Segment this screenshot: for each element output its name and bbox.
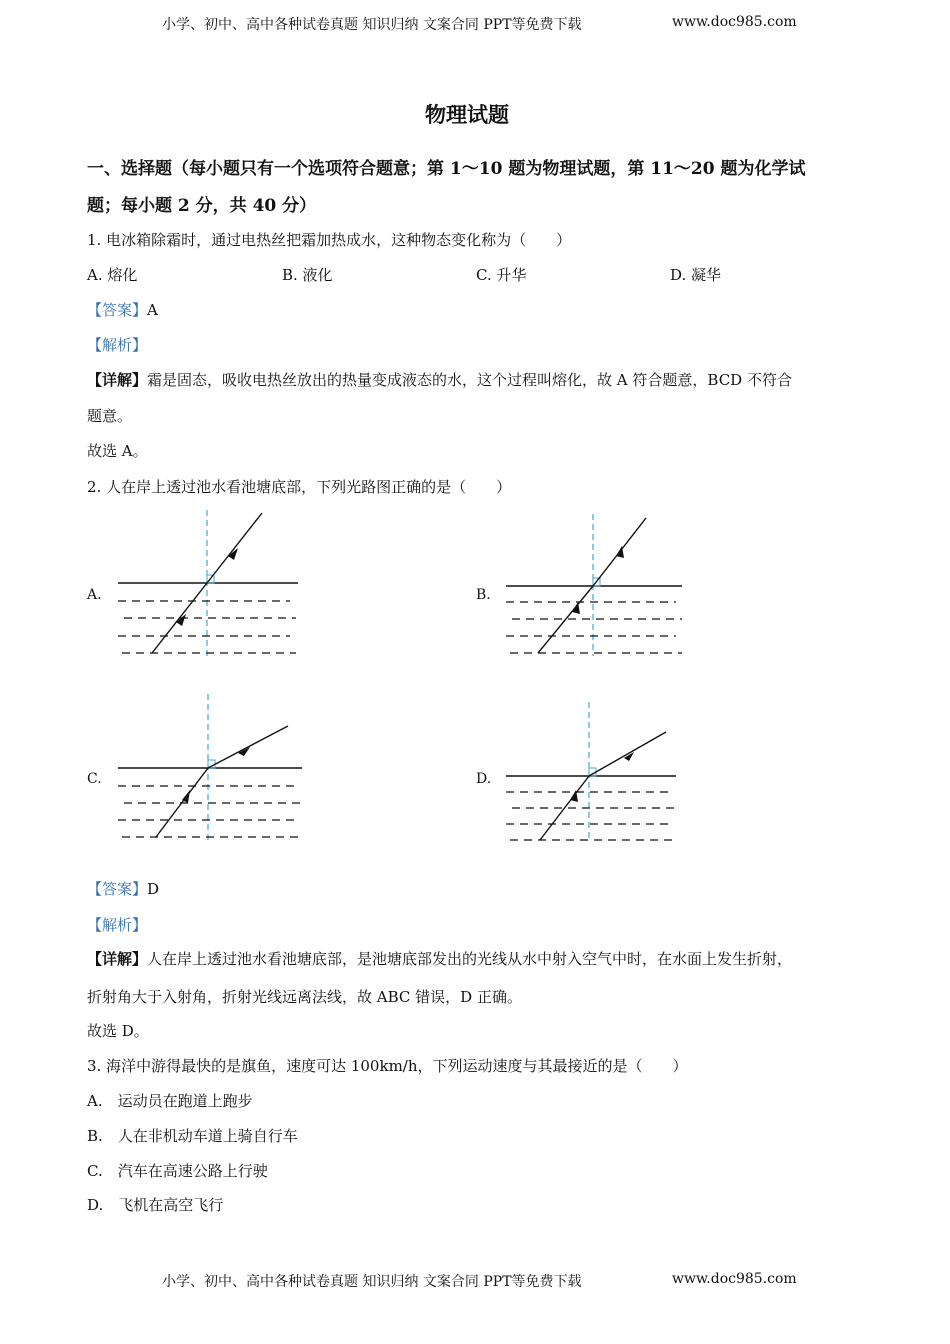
detail-tag: 【详解】 — [87, 371, 148, 389]
diagram-d-label: D. — [476, 771, 492, 787]
answer-value: D — [147, 880, 160, 898]
q2-detail-line2: 折射角大于入射角，折射光线远离法线，故 ABC 错误，D 正确。 — [87, 988, 522, 1006]
detail-text: 人在岸上透过池水看池塘底部，是池塘底部发出的光线从水中射入空气中时，在水面上发生折射， — [147, 950, 793, 968]
q2-stem: 2. 人在岸上透过池水看池塘底部，下列光路图正确的是（ ） — [87, 478, 512, 496]
q1-answer — [87, 299, 158, 320]
diagram-a — [110, 508, 310, 660]
q3-option-a: A. 运动员在跑道上跑步 — [87, 1092, 253, 1110]
q3-option-c: C. 汽车在高速公路上行驶 — [87, 1162, 268, 1180]
diagram-b-label: B. — [476, 587, 491, 603]
page-title: 物理试题 — [425, 102, 509, 127]
diagram-d — [498, 700, 698, 845]
answer-tag: 【答案】 — [87, 880, 148, 898]
detail-text: 霜是固态，吸收电热丝放出的热量变成液态的水，这个过程叫熔化，故 A 符合题意，BCD 不符合 — [147, 371, 792, 389]
q1-detail-line1 — [87, 369, 792, 390]
diagram-c-label: C. — [87, 771, 102, 787]
footer-url[interactable]: www.doc985.com — [672, 1271, 797, 1287]
header-text: 小学、初中、高中各种试卷真题 知识归纳 文案合同 PPT等免费下载 — [162, 17, 582, 33]
q1-analysis-tag: 【解析】 — [87, 336, 148, 354]
answer-tag: 【答案】 — [87, 301, 148, 319]
q2-analysis-tag: 【解析】 — [87, 916, 148, 934]
answer-value: A — [147, 301, 158, 319]
footer-text: 小学、初中、高中各种试卷真题 知识归纳 文案合同 PPT等免费下载 — [162, 1274, 582, 1290]
q1-option-b: B. 液化 — [282, 266, 333, 284]
diagram-b — [498, 508, 698, 660]
q1-option-a: A. 熔化 — [87, 266, 138, 284]
detail-tag: 【详解】 — [87, 950, 148, 968]
q3-option-d: D. 飞机在高空飞行 — [87, 1196, 224, 1214]
diagram-c — [110, 692, 310, 844]
q3-option-b: B. 人在非机动车道上骑自行车 — [87, 1127, 298, 1145]
header-url[interactable]: www.doc985.com — [672, 14, 797, 30]
q1-detail-line2: 题意。 — [87, 407, 133, 425]
q1-option-d: D. 凝华 — [670, 266, 722, 284]
q2-conclusion: 故选 D。 — [87, 1022, 149, 1040]
q2-answer — [87, 878, 159, 899]
diagram-a-label: A. — [87, 587, 102, 603]
q1-stem: 1. 电冰箱除霜时，通过电热丝把霜加热成水，这种物态变化称为（ ） — [87, 231, 572, 249]
q3-stem: 3. 海洋中游得最快的是旗鱼，速度可达 100km/h，下列运动速度与其最接近的是（ ） — [87, 1057, 688, 1075]
q1-option-c: C. 升华 — [476, 266, 527, 284]
section-heading-line2: 题；每小题 2 分，共 40 分） — [87, 196, 317, 216]
section-heading-line1: 一、选择题（每小题只有一个选项符合题意；第 1～10 题为物理试题，第 11～20 题为化学试 — [87, 159, 806, 179]
q1-conclusion: 故选 A。 — [87, 442, 148, 460]
q2-detail-line1 — [87, 948, 792, 969]
